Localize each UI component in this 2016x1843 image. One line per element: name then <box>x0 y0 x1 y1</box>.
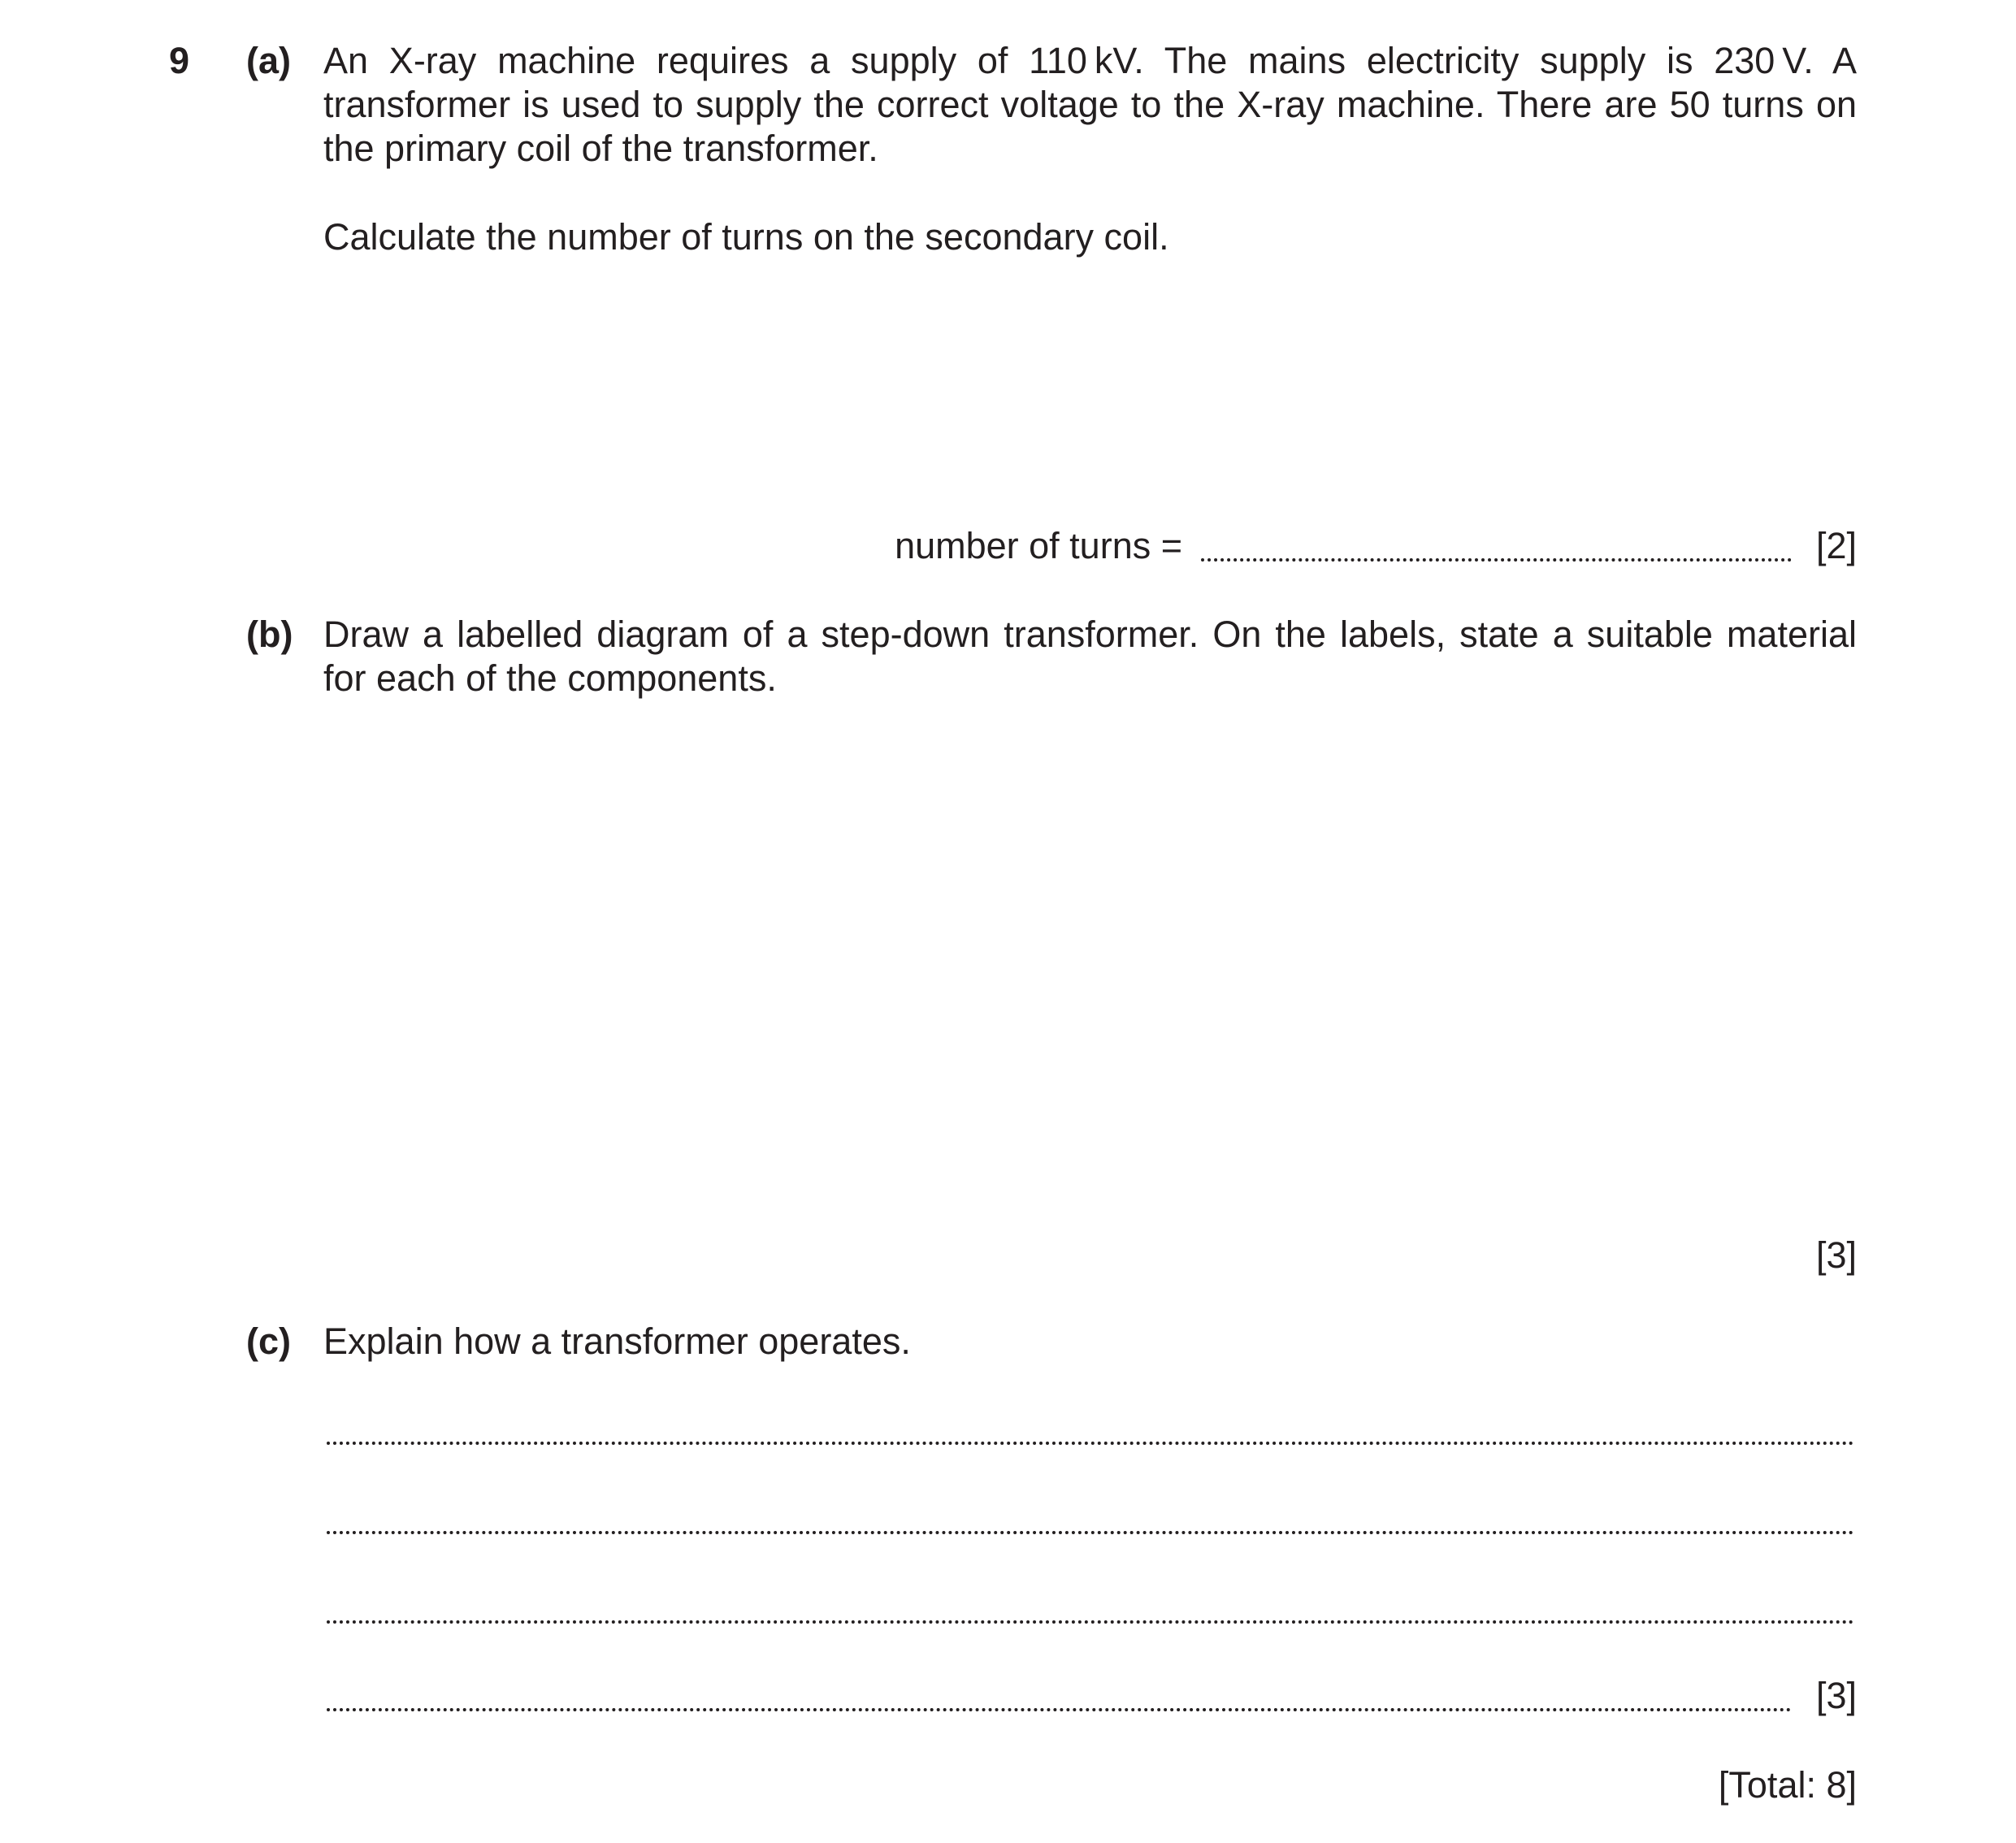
part-c-label: (c) <box>246 1320 291 1362</box>
answer-line-number-of-turns[interactable] <box>1201 558 1792 562</box>
part-b-question-text: Draw a labelled diagram of a step-down transformer. On the labels, state a suitable material for each of the components. <box>323 614 1857 699</box>
part-c-marks: [3] <box>1815 1675 1857 1716</box>
part-b-marks: [3] <box>1815 1234 1857 1276</box>
answer-line[interactable] <box>327 1620 1854 1624</box>
part-a-question-text: An X-ray machine requires a supply of 110 kV. The mains electricity supply is 230 V. A transformer is used to supply the correct voltage to the X-ray machine. There are 50 turns on the primary coil of the transformer. <box>323 40 1857 169</box>
diagram-drawing-area[interactable] <box>323 715 1857 1219</box>
question-number: 9 <box>169 40 190 81</box>
part-b-label: (b) <box>246 614 293 655</box>
answer-line[interactable] <box>327 1708 1792 1711</box>
part-a-marks: [2] <box>1815 525 1857 566</box>
total-marks: [Total: 8] <box>1718 1764 1857 1806</box>
part-a-instruction: Calculate the number of turns on the secondary coil. <box>323 216 1169 258</box>
answer-line[interactable] <box>327 1531 1854 1534</box>
answer-line[interactable] <box>327 1442 1854 1445</box>
part-c-question-text: Explain how a transformer operates. <box>323 1320 911 1362</box>
part-a-label: (a) <box>246 40 291 81</box>
answer-label-number-of-turns: number of turns = <box>895 525 1182 566</box>
